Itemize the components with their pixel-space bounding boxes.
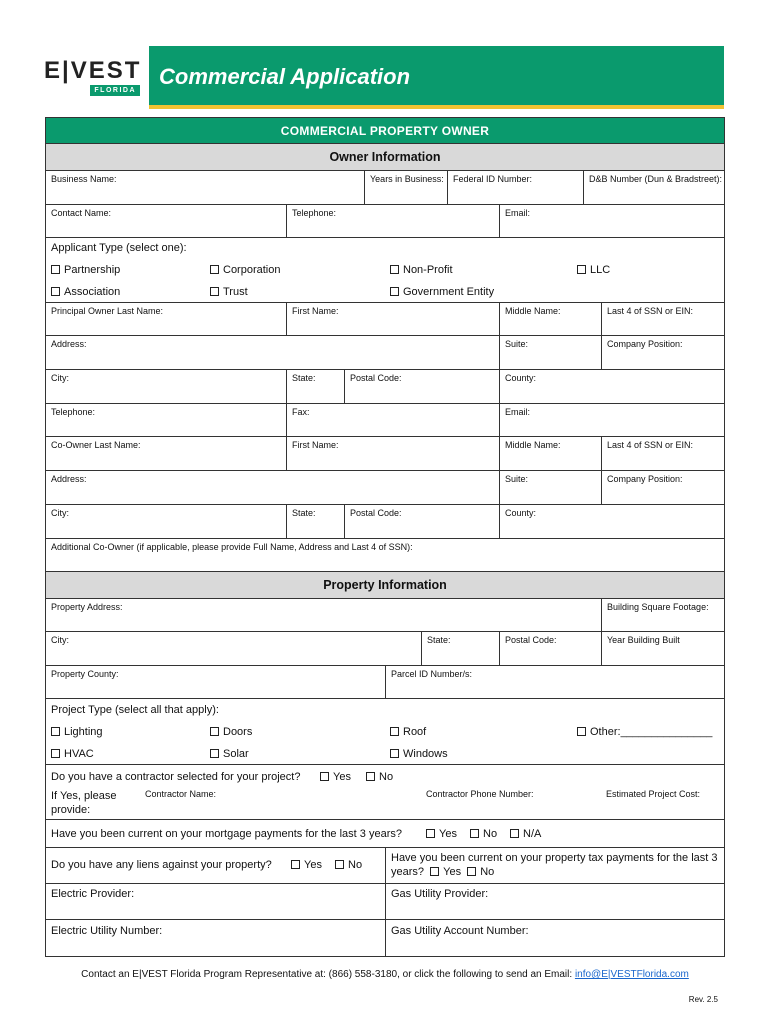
- liens-cell: [46, 848, 385, 883]
- telephone-field[interactable]: Telephone:: [286, 205, 499, 237]
- tax-question: Have you been current on your property tax payments for the last 3 years? Yes No: [391, 852, 718, 878]
- gas-number-field[interactable]: Gas Utility Account Number:: [385, 920, 724, 956]
- checkbox-icon: [291, 860, 300, 869]
- mortgage-no[interactable]: No: [470, 828, 497, 840]
- phone-row: [46, 404, 724, 437]
- contact-name-field[interactable]: Contact Name:: [51, 208, 112, 218]
- additional-co-owner-row: [46, 539, 724, 572]
- co-owner-row: [46, 437, 724, 471]
- tax-cell: [385, 848, 724, 883]
- first-name-field[interactable]: First Name:: [286, 303, 499, 335]
- co-owner-address-field[interactable]: Address:: [51, 474, 87, 484]
- federal-id-field[interactable]: Federal ID Number:: [447, 171, 583, 204]
- property-city-row: [46, 632, 724, 666]
- checkbox-icon: [51, 749, 60, 758]
- option-partnership[interactable]: Partnership: [51, 264, 120, 276]
- if-yes-prompt: If Yes, please provide:: [51, 790, 117, 816]
- checkbox-icon: [470, 829, 479, 838]
- mortgage-row: [46, 820, 724, 848]
- contractor-name-label: Contractor Name:: [145, 789, 217, 799]
- tax-no[interactable]: No: [467, 866, 494, 878]
- county-field[interactable]: County:: [499, 370, 724, 403]
- email-field[interactable]: Email:: [499, 205, 724, 237]
- co-owner-suite-field[interactable]: Suite:: [499, 471, 601, 504]
- checkbox-icon: [210, 727, 219, 736]
- logo-subtitle: FLORIDA: [90, 85, 140, 96]
- co-owner-first-name-field[interactable]: First Name:: [286, 437, 499, 470]
- checkbox-icon: [390, 749, 399, 758]
- address-field[interactable]: Address:: [51, 339, 87, 349]
- city-field[interactable]: City:: [51, 373, 69, 383]
- checkbox-icon: [51, 287, 60, 296]
- principal-last-name-field[interactable]: Principal Owner Last Name:: [51, 306, 164, 316]
- option-roof[interactable]: Roof: [390, 726, 426, 738]
- owner-telephone-field[interactable]: Telephone:: [51, 407, 96, 417]
- checkbox-icon: [390, 287, 399, 296]
- property-address-field[interactable]: Property Address:: [51, 602, 123, 612]
- evest-logo: [44, 57, 144, 97]
- owner-email-field[interactable]: Email:: [499, 404, 724, 436]
- postal-code-field[interactable]: Postal Code:: [344, 370, 499, 403]
- co-owner-state-field[interactable]: State:: [286, 505, 344, 538]
- co-owner-postal-field[interactable]: Postal Code:: [344, 505, 499, 538]
- co-owner-city-field[interactable]: City:: [51, 508, 69, 518]
- checkbox-icon: [510, 829, 519, 838]
- banner-accent-strip: [149, 105, 724, 109]
- utility-number-row: [46, 920, 724, 956]
- property-postal-field[interactable]: Postal Code:: [499, 632, 601, 665]
- contractor-row: [46, 765, 724, 820]
- applicant-type-prompt: Applicant Type (select one):: [51, 242, 187, 254]
- option-solar[interactable]: Solar: [210, 748, 249, 760]
- contractor-phone-label: Contractor Phone Number:: [426, 789, 534, 799]
- option-hvac[interactable]: HVAC: [51, 748, 94, 760]
- checkbox-icon: [577, 265, 586, 274]
- revision-label: Rev. 2.5: [688, 995, 718, 1004]
- project-type-group: [46, 699, 724, 765]
- contractor-question: Do you have a contractor selected for your project?: [51, 771, 301, 783]
- application-form: [45, 117, 725, 957]
- parcel-id-field[interactable]: Parcel ID Number/s:: [385, 666, 724, 698]
- mortgage-yes[interactable]: Yes: [426, 828, 457, 840]
- option-non-profit[interactable]: Non-Profit: [390, 264, 453, 276]
- co-owner-position-field[interactable]: Company Position:: [601, 471, 724, 504]
- checkbox-icon: [430, 867, 439, 876]
- owner-info-header: Owner Information: [46, 144, 724, 171]
- principal-owner-row: [46, 302, 724, 336]
- applicant-type-group: [46, 238, 724, 302]
- middle-name-field[interactable]: Middle Name:: [499, 303, 601, 335]
- additional-co-owner-field[interactable]: Additional Co-Owner (if applicable, please provide Full Name, Address and Last 4 of SSN):: [51, 542, 413, 552]
- option-llc[interactable]: LLC: [577, 264, 610, 276]
- electric-number-field[interactable]: Electric Utility Number:: [51, 925, 163, 937]
- contact-email-link[interactable]: info@E|VESTFlorida.com: [574, 969, 689, 980]
- mortgage-na[interactable]: N/A: [510, 828, 541, 840]
- co-owner-middle-name-field[interactable]: Middle Name:: [499, 437, 601, 470]
- checkbox-icon: [51, 727, 60, 736]
- project-type-prompt: Project Type (select all that apply):: [51, 704, 219, 716]
- checkbox-icon: [320, 772, 329, 781]
- dnb-number-field[interactable]: D&B Number (Dun & Bradstreet):: [583, 171, 724, 204]
- contact-row: [46, 205, 724, 238]
- liens-no[interactable]: No: [335, 859, 362, 871]
- building-sqft-field[interactable]: Building Square Footage:: [601, 599, 724, 631]
- liens-question: Do you have any liens against your property?: [51, 859, 272, 871]
- state-field[interactable]: State:: [286, 370, 344, 403]
- footer-contact: Contact an E|VEST Florida Program Representative at: (866) 558-3180, or click the following to send an Email: info@E|VESTFlorida.com: [81, 969, 689, 980]
- suite-field[interactable]: Suite:: [499, 336, 601, 369]
- option-corporation[interactable]: Corporation: [210, 264, 280, 276]
- property-county-field[interactable]: Property County:: [51, 669, 119, 679]
- business-name-field[interactable]: Business Name:: [51, 174, 117, 184]
- year-built-field[interactable]: Year Building Built: [601, 632, 724, 665]
- gas-provider-field[interactable]: Gas Utility Provider:: [385, 884, 724, 919]
- option-other[interactable]: Other:_______________: [577, 726, 712, 738]
- option-doors[interactable]: Doors: [210, 726, 252, 738]
- checkbox-icon: [426, 829, 435, 838]
- checkbox-icon: [210, 287, 219, 296]
- electric-provider-field[interactable]: Electric Provider:: [51, 888, 135, 900]
- business-row: [46, 171, 724, 205]
- property-city-field[interactable]: City:: [51, 635, 69, 645]
- property-info-header: Property Information: [46, 572, 724, 599]
- property-state-field[interactable]: State:: [421, 632, 499, 665]
- checkbox-icon: [51, 265, 60, 274]
- co-owner-address-row: [46, 471, 724, 505]
- utility-provider-row: [46, 884, 724, 920]
- estimated-cost-label: Estimated Project Cost:: [606, 789, 701, 799]
- property-address-row: [46, 599, 724, 632]
- years-in-business-field[interactable]: Years in Business:: [364, 171, 447, 204]
- co-owner-last4-field[interactable]: Last 4 of SSN or EIN:: [601, 437, 724, 470]
- checkbox-icon: [210, 265, 219, 274]
- option-association[interactable]: Association: [51, 286, 120, 298]
- checkbox-icon: [390, 265, 399, 274]
- page-title: Commercial Application: [159, 64, 411, 89]
- checkbox-icon: [577, 727, 586, 736]
- liens-tax-row: [46, 848, 724, 884]
- checkbox-icon: [335, 860, 344, 869]
- contractor-no[interactable]: No: [366, 771, 393, 783]
- co-owner-last-name-field[interactable]: Co-Owner Last Name:: [51, 440, 141, 450]
- option-trust[interactable]: Trust: [210, 286, 248, 298]
- liens-yes[interactable]: Yes: [291, 859, 322, 871]
- tax-yes[interactable]: Yes: [430, 866, 461, 878]
- last4-ssn-field[interactable]: Last 4 of SSN or EIN:: [601, 303, 724, 335]
- contractor-yes[interactable]: Yes: [320, 771, 351, 783]
- option-government-entity[interactable]: Government Entity: [390, 286, 494, 298]
- co-owner-city-row: [46, 505, 724, 539]
- checkbox-icon: [366, 772, 375, 781]
- checkbox-icon: [390, 727, 399, 736]
- checkbox-icon: [210, 749, 219, 758]
- address-row: [46, 336, 724, 370]
- co-owner-county-field[interactable]: County:: [499, 505, 724, 538]
- checkbox-icon: [467, 867, 476, 876]
- fax-field[interactable]: Fax:: [286, 404, 499, 436]
- title-banner: [149, 46, 724, 105]
- company-position-field[interactable]: Company Position:: [601, 336, 724, 369]
- logo-text: E|VEST: [44, 57, 142, 84]
- section-header: COMMERCIAL PROPERTY OWNER: [46, 118, 724, 144]
- city-row: [46, 370, 724, 404]
- mortgage-question: Have you been current on your mortgage payments for the last 3 years?: [51, 828, 402, 840]
- property-county-row: [46, 666, 724, 699]
- option-windows[interactable]: Windows: [390, 748, 448, 760]
- option-lighting[interactable]: Lighting: [51, 726, 103, 738]
